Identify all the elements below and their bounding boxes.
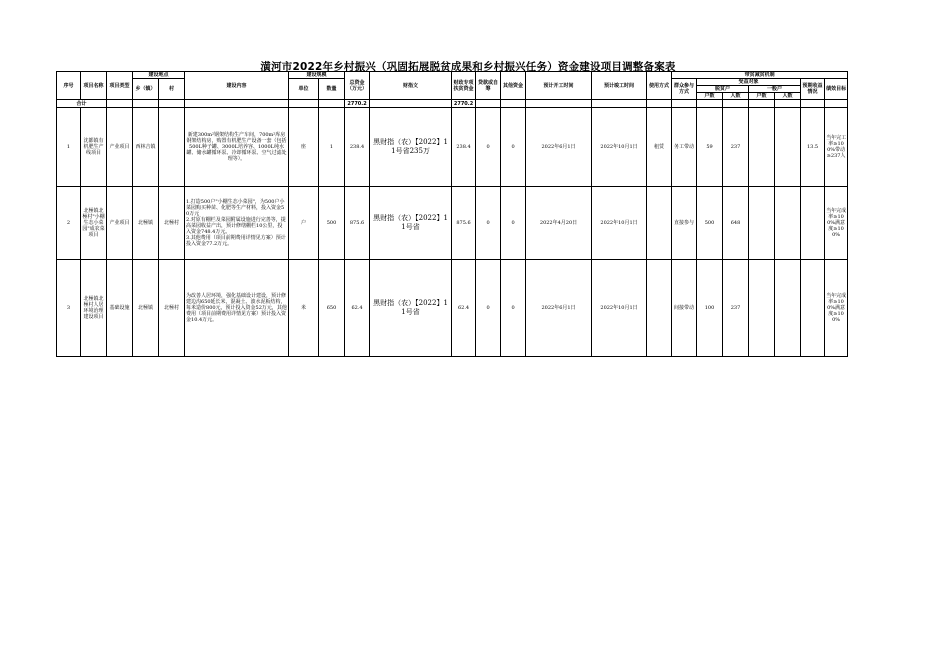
cell-participation: 间接带动: [672, 260, 697, 357]
cell-fiscal: 875.6: [452, 187, 476, 260]
cell-other: 0: [501, 187, 526, 260]
cell-start: 2022年6月1日: [526, 260, 592, 357]
project-table: [56, 71, 848, 357]
cell-other: 0: [501, 260, 526, 357]
cell-credit: 0: [476, 187, 501, 260]
total-row: [57, 100, 848, 108]
cell-poor-people: 237: [723, 260, 749, 357]
cell-other: 0: [501, 108, 526, 187]
cell-village: [159, 108, 185, 187]
cell-target: 当年完成率≥100%满意度≥100%: [825, 187, 848, 260]
cell-total-fund: 875.6: [345, 187, 370, 260]
cell-quantity: 650: [319, 260, 345, 357]
header-other: 其他资金: [501, 72, 526, 100]
header-doc: 财指文: [370, 72, 452, 100]
header-seq: 序号: [57, 72, 81, 100]
header-start: 预计开工时间: [526, 72, 592, 100]
cell-general-people: [775, 187, 801, 260]
header-participation: 群众参与方式: [672, 79, 697, 100]
cell-start: 2022年4月20日: [526, 187, 592, 260]
cell-seq: 2: [57, 187, 81, 260]
header-general-households: 户数: [749, 93, 775, 100]
cell-target: 当年完成率≥100%满意度≥100%: [825, 260, 848, 357]
cell-usage: [647, 260, 672, 357]
header-general-people: 人数: [775, 93, 801, 100]
header-scale: 建设规模: [289, 72, 345, 79]
cell-general-people: [775, 260, 801, 357]
cell-participation: 直接参与: [672, 187, 697, 260]
header-usage: 使用方式: [647, 72, 672, 100]
header-total-fund: 总资金（万元）: [345, 72, 370, 100]
header-finish: 预计竣工时间: [592, 72, 647, 100]
header-content: 建设内容: [185, 72, 289, 100]
cell-type: 产业项目: [107, 187, 133, 260]
header-general: 一般户: [749, 86, 801, 93]
cell-general-households: [749, 187, 775, 260]
cell-unit: 座: [289, 108, 319, 187]
header-unit: 单位: [289, 79, 319, 100]
cell-total-fund: 238.4: [345, 108, 370, 187]
cell-content: 新建300m²钢架结构生产车间，700m²库房钢架结构房，购置有机肥生产设备一套（包括500L种子罐、3000L培养容、1000L纯水罐、储水罐循环泵、冷却循环泵、空气过滤处理等）。: [185, 108, 289, 187]
total-fiscal: 2770.2: [452, 100, 476, 108]
header-credit: 贷款或自筹: [476, 72, 501, 100]
table-row: [57, 260, 848, 357]
cell-doc: 黑财指（农）【2022】11号省: [370, 187, 452, 260]
cell-content: 1.打造500户"小棚生态小菜园"，为500户小菜园购买种苗、化肥等生产材料，投入资金50万元 2.对原有棚栏及菜园附属设施进行完善等，提高菜园收益产出，预计修缮棚栏10公里，投入资金748.4万元。 3.其他费用（项目前期费用详情见方案）预计投入资金77.2万元。: [185, 187, 289, 260]
cell-general-households: [749, 260, 775, 357]
cell-name: 沈都镇有机肥生产线项目: [81, 108, 107, 187]
header-income: 预期收益情况: [801, 79, 825, 100]
cell-village: 北極村: [159, 187, 185, 260]
cell-fiscal: 238.4: [452, 108, 476, 187]
cell-income: 13.5: [801, 108, 825, 187]
cell-name: 北極镇北極村"小棚生态小菜园"成农菜项目: [81, 187, 107, 260]
cell-poor-households: 100: [697, 260, 723, 357]
cell-finish: 2022年10月1日: [592, 187, 647, 260]
header-name: 项目名称: [81, 72, 107, 100]
cell-town: 北極镇: [133, 260, 159, 357]
cell-doc: 黑财指（农）【2022】11号省: [370, 260, 452, 357]
header-target: 绩效目标: [825, 79, 848, 100]
cell-target: 当年完工率≥100%带动≥237人: [825, 108, 848, 187]
cell-usage: 租赁: [647, 108, 672, 187]
cell-type: 基础设施: [107, 260, 133, 357]
header-quantity: 数量: [319, 79, 345, 100]
cell-poor-households: 59: [697, 108, 723, 187]
cell-town: 西林吉镇: [133, 108, 159, 187]
cell-usage: [647, 187, 672, 260]
header-village: 村: [159, 79, 185, 100]
cell-seq: 1: [57, 108, 81, 187]
header-fiscal: 财政专项扶贫资金: [452, 72, 476, 100]
header-location: 建设地点: [133, 72, 185, 79]
cell-credit: 0: [476, 108, 501, 187]
cell-finish: 2022年10月1日: [592, 260, 647, 357]
header-poor-people: 人数: [723, 93, 749, 100]
cell-participation: 务工带动: [672, 108, 697, 187]
cell-poor-people: 648: [723, 187, 749, 260]
total-fund: 2770.2: [345, 100, 370, 108]
cell-general-people: [775, 108, 801, 187]
header-beneficiary: 受益对象: [697, 79, 801, 86]
header-poor-households: 户数: [697, 93, 723, 100]
cell-name: 北極镇北極村人居环境治理建设项目: [81, 260, 107, 357]
table-row: [57, 187, 848, 260]
header-mechanism: 带贫减贫机制: [672, 72, 848, 79]
header-town: 乡（镇）: [133, 79, 159, 100]
cell-unit: 户: [289, 187, 319, 260]
cell-start: 2022年6月1日: [526, 108, 592, 187]
cell-village: 北極村: [159, 260, 185, 357]
cell-town: 北極镇: [133, 187, 159, 260]
cell-total-fund: 62.4: [345, 260, 370, 357]
cell-unit: 米: [289, 260, 319, 357]
cell-poor-people: 237: [723, 108, 749, 187]
cell-finish: 2022年10月1日: [592, 108, 647, 187]
cell-credit: 0: [476, 260, 501, 357]
table-row: [57, 108, 848, 187]
cell-type: 产业项目: [107, 108, 133, 187]
total-label: 合计: [57, 100, 107, 108]
cell-income: [801, 260, 825, 357]
cell-income: [801, 187, 825, 260]
header-poor: 脱贫户: [697, 86, 749, 93]
cell-quantity: 500: [319, 187, 345, 260]
cell-doc: 黑财指（农）【2022】11号省235万: [370, 108, 452, 187]
cell-general-households: [749, 108, 775, 187]
cell-quantity: 1: [319, 108, 345, 187]
cell-seq: 3: [57, 260, 81, 357]
header-type: 项目类型: [107, 72, 133, 100]
cell-content: 为改善人居环境，强化基础设计建设，预计修建边沟650延长米，混凝土、波水泥板结构，每米造价800元，预计投入资金52万元，其他费用（项目前期费用详情见方案）预计投入资金10.4万元。: [185, 260, 289, 357]
cell-fiscal: 62.4: [452, 260, 476, 357]
cell-poor-households: 500: [697, 187, 723, 260]
page-title: 潢河市2022年乡村振兴（巩固拓展脱贫成果和乡村振兴任务）资金建设项目调整备案表: [260, 61, 676, 73]
